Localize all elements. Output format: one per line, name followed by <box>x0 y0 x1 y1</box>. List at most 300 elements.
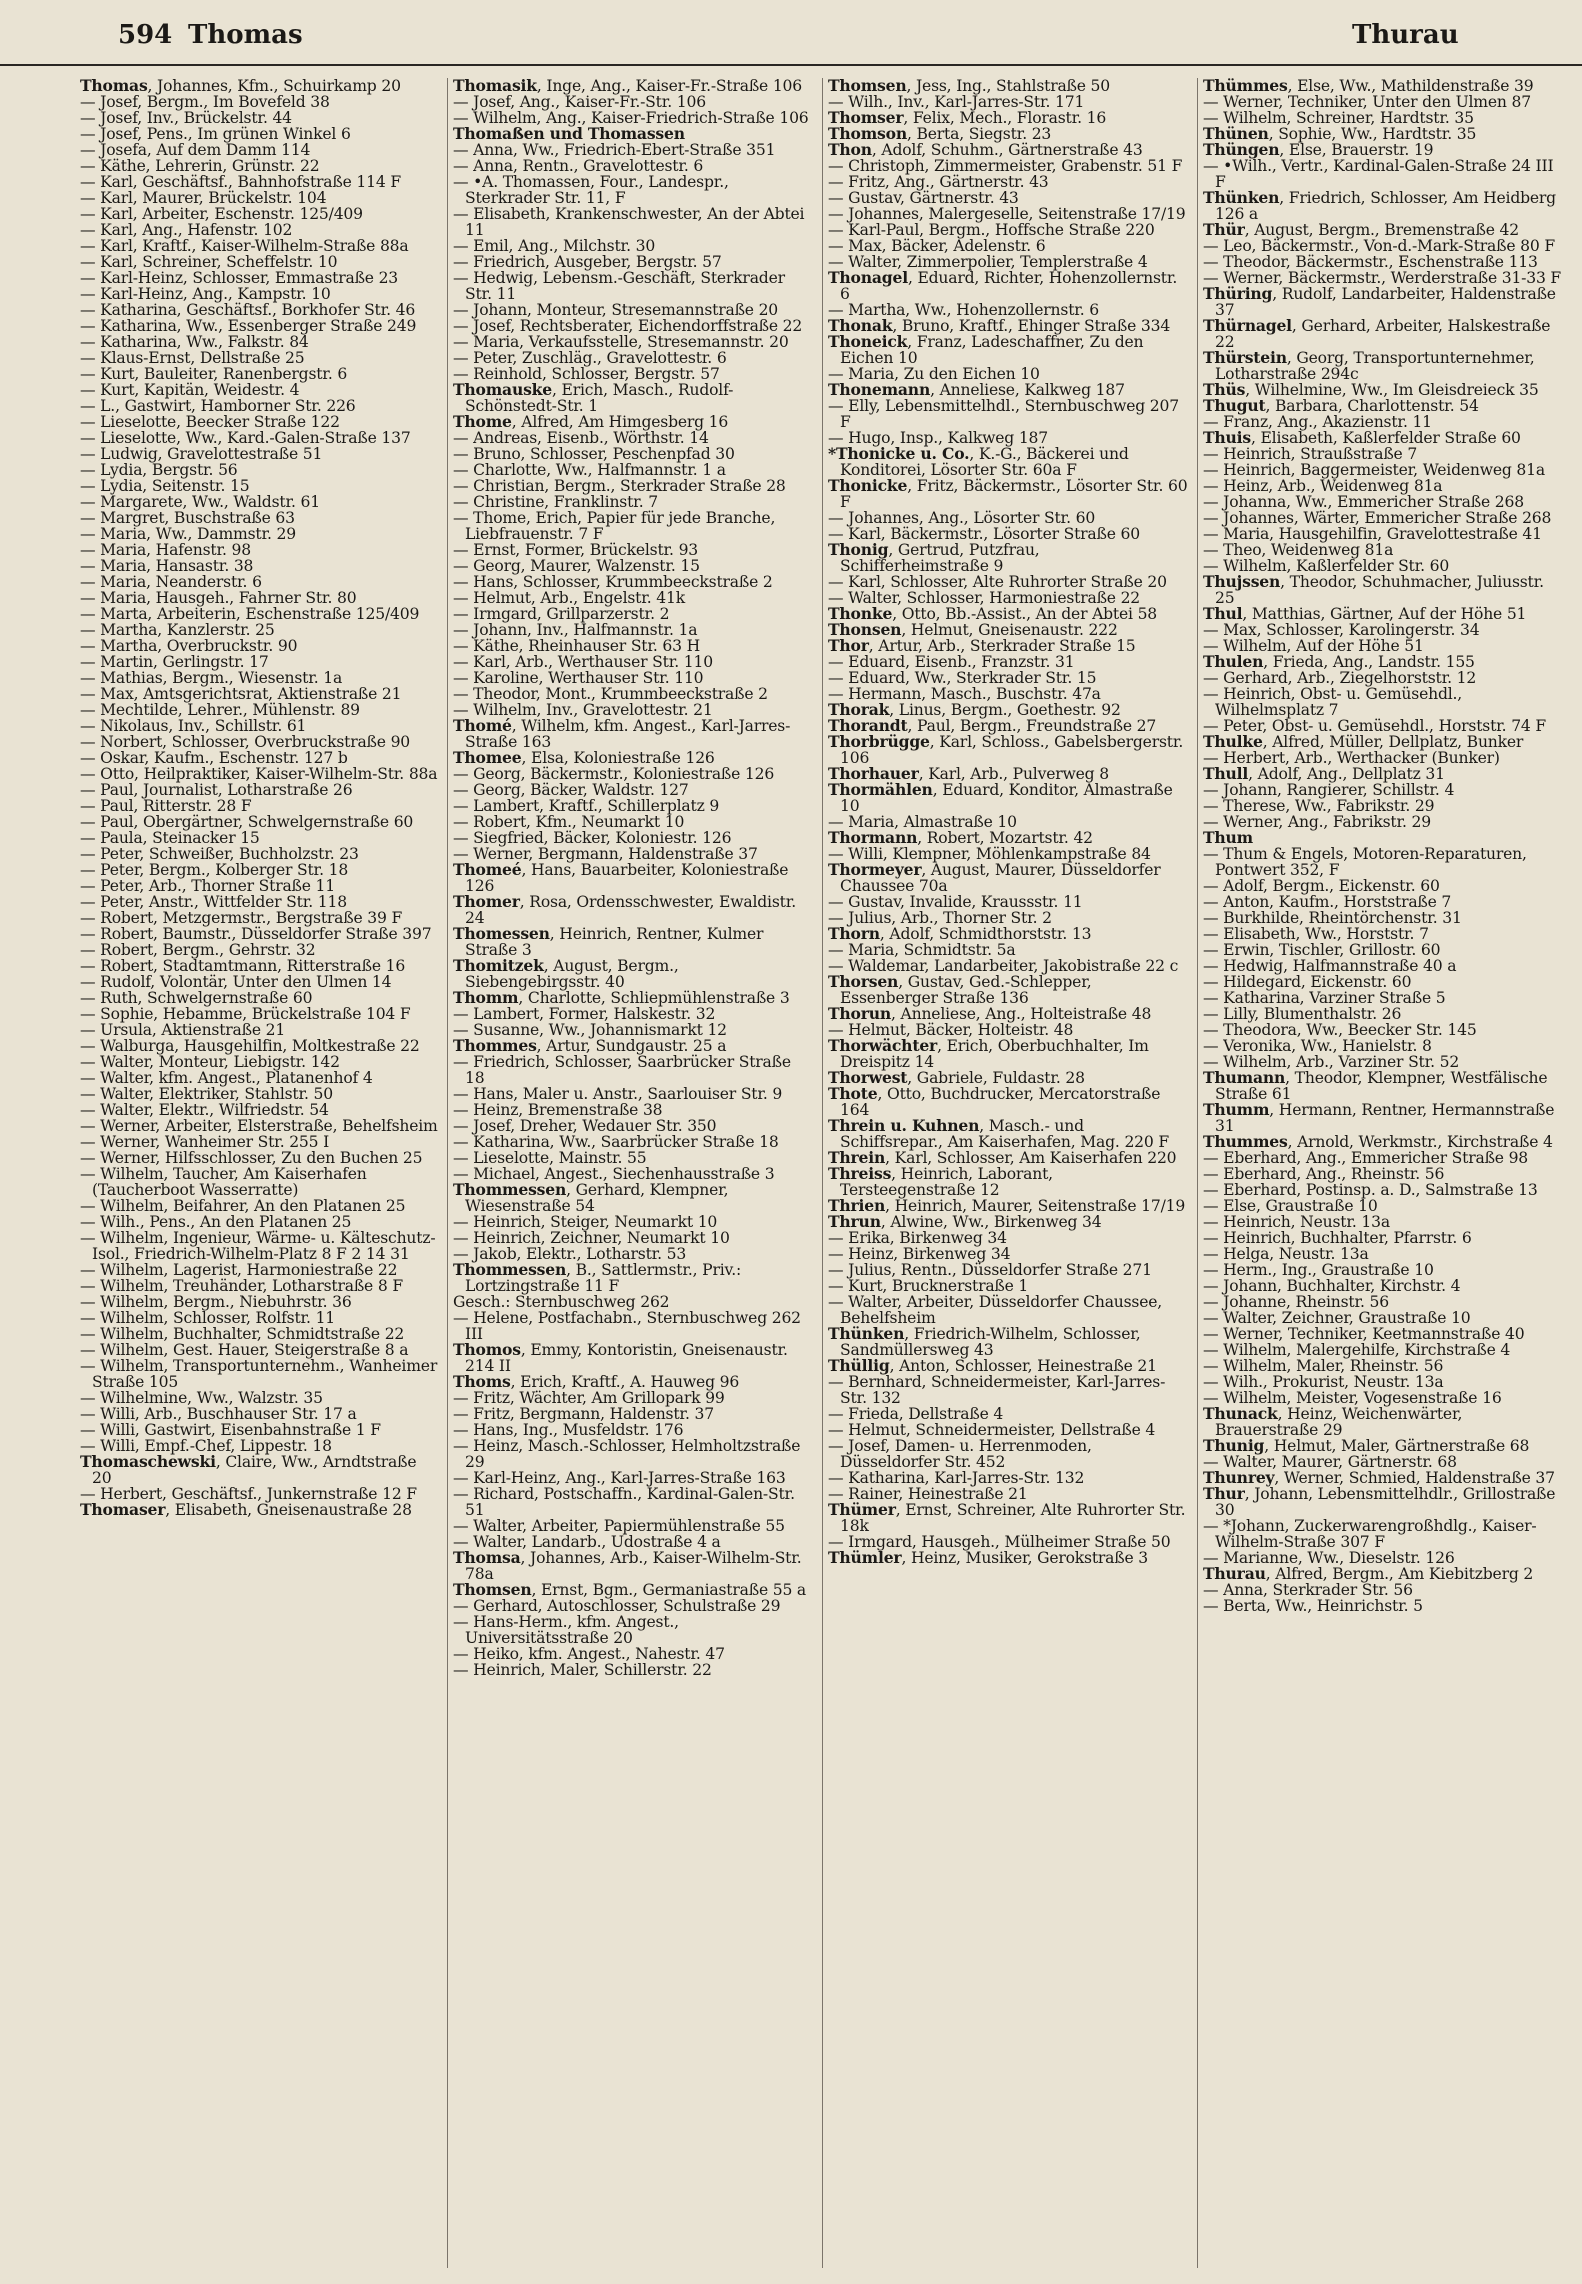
directory-entry: Thulke, Alfred, Müller, Dellplatz, Bunker <box>1203 732 1524 751</box>
directory-entry: — Georg, Bäcker, Waldstr. 127 <box>453 781 689 799</box>
directory-entry: Thrun, Alwine, Ww., Birkenweg 34 <box>828 1212 1102 1231</box>
directory-entry: — Anna, Ww., Friedrich-Ebert-Straße 351 <box>453 141 776 159</box>
directory-entry: Thulen, Frieda, Ang., Landstr. 155 <box>1203 652 1475 671</box>
directory-entry: — Wilhelm, Arb., Varziner Str. 52 <box>1203 1053 1460 1071</box>
directory-entry: — Heiko, kfm. Angest., Nahestr. 47 <box>453 1645 725 1663</box>
directory-entry: Thünken, Friedrich-Wilhelm, Schlosser, Sandmüllersweg 43 <box>828 1324 1141 1359</box>
directory-entry: — Maria, Neanderstr. 6 <box>80 573 262 591</box>
directory-entry: — Margret, Buschstraße 63 <box>80 509 295 527</box>
directory-entry: Thomson, Berta, Siegstr. 23 <box>828 124 1052 143</box>
directory-entry: — Werner, Wanheimer Str. 255 I <box>80 1133 330 1151</box>
directory-entry: — Wilhelm, Schreiner, Hardtstr. 35 <box>1203 109 1474 127</box>
directory-entry: Thrien, Heinrich, Maurer, Seitenstraße 17/19 <box>828 1196 1186 1215</box>
directory-entry: Thonig, Gertrud, Putzfrau, Schifferheimstraße 9 <box>828 540 1040 575</box>
directory-entry: — Susanne, Ww., Johannismarkt 12 <box>453 1021 727 1039</box>
directory-entry: — Georg, Bäckermstr., Koloniestraße 126 <box>453 765 775 783</box>
directory-entry: Thüring, Rudolf, Landarbeiter, Haldenstraße 37 <box>1203 284 1556 319</box>
directory-entry: — Gerhard, Autoschlosser, Schulstraße 29 <box>453 1597 781 1615</box>
directory-entry: Thomeé, Hans, Bauarbeiter, Koloniestraße 126 <box>453 860 789 895</box>
directory-entry: — Karl, Arbeiter, Eschenstr. 125/409 <box>80 205 363 223</box>
directory-entry: — Siegfried, Bäcker, Koloniestr. 126 <box>453 829 732 847</box>
directory-entry: — Karl, Maurer, Brückelstr. 104 <box>80 189 327 207</box>
directory-entry: — Josef, Ang., Kaiser-Fr.-Str. 106 <box>453 93 706 111</box>
directory-entry: — Elly, Lebensmittelhdl., Sternbuschweg 207 F <box>828 397 1179 431</box>
directory-entry: — Christian, Bergm., Sterkrader Straße 28 <box>453 477 786 495</box>
directory-entry: — Wilh., Pens., An den Platanen 25 <box>80 1213 352 1231</box>
directory-entry: — Julius, Arb., Thorner Str. 2 <box>828 909 1052 927</box>
directory-entry: — Robert, Baumstr., Düsseldorfer Straße 397 <box>80 925 432 943</box>
directory-entry: — Walter, Elektriker, Stahlstr. 50 <box>80 1085 333 1103</box>
directory-entry: — Franz, Ang., Akazienstr. 11 <box>1203 413 1432 431</box>
directory-entry: Thümer, Ernst, Schreiner, Alte Ruhrorter Str. 18k <box>828 1500 1186 1535</box>
directory-entry: Thomsen, Ernst, Bgm., Germaniastraße 55 a <box>453 1580 807 1599</box>
directory-entry: — Werner, Hilfsschlosser, Zu den Buchen 25 <box>80 1149 423 1167</box>
directory-entry: — Hedwig, Lebensm.-Geschäft, Sterkrader Str. 11 <box>453 269 785 303</box>
directory-entry: — Karl, Geschäftsf., Bahnhofstraße 114 F <box>80 173 401 191</box>
directory-entry: Thonicke, Fritz, Bäckermstr., Lösorter Str. 60 F <box>828 476 1188 511</box>
directory-entry: — Martha, Overbruckstr. 90 <box>80 637 298 655</box>
directory-entry: — Georg, Maurer, Walzenstr. 15 <box>453 557 700 575</box>
directory-entry: — Paul, Obergärtner, Schwelgernstraße 60 <box>80 813 414 831</box>
directory-entry: Thome, Alfred, Am Himgesberg 16 <box>453 412 729 431</box>
directory-entry: Threiss, Heinrich, Laborant, Tersteegenstraße 12 <box>828 1164 1053 1199</box>
directory-entry: Thomm, Charlotte, Schliepmühlenstraße 3 <box>453 988 790 1007</box>
directory-entry: — Paul, Ritterstr. 28 F <box>80 797 252 815</box>
directory-entry: — Wilhelm, Treuhänder, Lotharstraße 8 F <box>80 1277 403 1295</box>
directory-entry: — Gustav, Gärtnerstr. 43 <box>828 189 1019 207</box>
directory-entry: — Josef, Bergm., Im Bovefeld 38 <box>80 93 330 111</box>
directory-entry: — Walter, kfm. Angest., Platanenhof 4 <box>80 1069 373 1087</box>
directory-entry: — Walter, Zeichner, Graustraße 10 <box>1203 1309 1471 1327</box>
page-header <box>0 0 1582 66</box>
directory-entry: — Wilhelm, Auf der Höhe 51 <box>1203 637 1424 655</box>
directory-entry: Thür, August, Bergm., Bremenstraße 42 <box>1203 220 1519 239</box>
directory-entry: Thomsa, Johannes, Arb., Kaiser-Wilhelm-Str. 78a <box>453 1548 802 1583</box>
directory-entry: Thonagel, Eduard, Richter, Hohenzollernstr. 6 <box>828 268 1178 303</box>
directory-entry: — Jakob, Elektr., Lotharstr. 53 <box>453 1245 687 1263</box>
directory-entry: — Wilhelm, Bergm., Niebuhrstr. 36 <box>80 1293 352 1311</box>
directory-entry: Thunack, Heinz, Weichenwärter, Brauerstraße 29 <box>1203 1404 1463 1439</box>
directory-entry: Thürnagel, Gerhard, Arbeiter, Halskestraße 22 <box>1203 316 1551 351</box>
directory-entry: — Theo, Weidenweg 81a <box>1203 541 1394 559</box>
directory-entry: — Lambert, Former, Halskestr. 32 <box>453 1005 716 1023</box>
directory-entry: — Hermann, Masch., Buschstr. 47a <box>828 685 1101 703</box>
directory-entry: — Karl, Schreiner, Scheffelstr. 10 <box>80 253 338 271</box>
directory-entry: — Wilhelm, Gest. Hauer, Steigerstraße 8 a <box>80 1341 409 1359</box>
directory-entry: — Kurt, Kapitän, Weidestr. 4 <box>80 381 300 399</box>
directory-entry: — Heinrich, Steiger, Neumarkt 10 <box>453 1213 718 1231</box>
directory-entry: Thonke, Otto, Bb.-Assist., An der Abtei 58 <box>828 604 1158 623</box>
directory-entry: Thomitzek, August, Bergm., Siebengebirgsstr. 40 <box>453 956 679 991</box>
directory-entry: — Josef, Pens., Im grünen Winkel 6 <box>80 125 351 143</box>
directory-entry: — Karl-Heinz, Ang., Kampstr. 10 <box>80 285 331 303</box>
directory-entry: — Hans, Ing., Musfeldstr. 176 <box>453 1421 684 1439</box>
directory-entry: — Maria, Hausgeh., Fahrner Str. 80 <box>80 589 357 607</box>
column-divider <box>822 78 823 2268</box>
directory-entry: — Reinhold, Schlosser, Bergstr. 57 <box>453 365 720 383</box>
directory-entry: — Heinrich, Neustr. 13a <box>1203 1213 1390 1231</box>
directory-entry: — Lilly, Blumenthalstr. 26 <box>1203 1005 1402 1023</box>
directory-entry: Thurau, Alfred, Bergm., Am Kiebitzberg 2 <box>1203 1564 1534 1583</box>
directory-entry: — Theodora, Ww., Beecker Str. 145 <box>1203 1021 1477 1039</box>
directory-entry: — Robert, Stadtamtmann, Ritterstraße 16 <box>80 957 406 975</box>
directory-entry: — Ludwig, Gravelottestraße 51 <box>80 445 323 463</box>
directory-entry: — Heinrich, Buchhalter, Pfarrstr. 6 <box>1203 1229 1472 1247</box>
directory-entry: — Hugo, Insp., Kalkweg 187 <box>828 429 1048 447</box>
directory-entry: — Wilhelm, Ingenieur, Wärme- u. Kälteschutz-Isol., Friedrich-Wilhelm-Platz 8 F 2 14 31 <box>80 1229 436 1263</box>
column-2 <box>453 78 815 2273</box>
directory-entry: — Theodor, Bäckermstr., Eschenstraße 113 <box>1203 253 1538 271</box>
directory-entry: — Irmgard, Grillparzerstr. 2 <box>453 605 670 623</box>
column-4 <box>1203 78 1563 2273</box>
directory-entry: — Heinrich, Obst- u. Gemüsehdl., Wilhelmsplatz 7 <box>1203 685 1463 719</box>
directory-entry: — Maria, Schmidtstr. 5a <box>828 941 1016 959</box>
directory-entry: — Thum & Engels, Motoren-Reparaturen, Pontwert 352, F <box>1203 845 1527 879</box>
column-divider <box>1197 78 1198 2268</box>
directory-entry: — Käthe, Rheinhauser Str. 63 H <box>453 637 701 655</box>
directory-entry: Thüngen, Else, Brauerstr. 19 <box>1203 140 1434 159</box>
directory-entry: — Maria, Hansastr. 38 <box>80 557 254 575</box>
directory-entry: — Karl, Bäckermstr., Lösorter Straße 60 <box>828 525 1140 543</box>
directory-entry: — Herm., Ing., Graustraße 10 <box>1203 1261 1434 1279</box>
directory-entry: — Heinz, Bremenstraße 38 <box>453 1101 663 1119</box>
directory-entry: — Maria, Verkaufsstelle, Stresemannstr. 20 <box>453 333 789 351</box>
directory-entry: — Margarete, Ww., Waldstr. 61 <box>80 493 320 511</box>
directory-entry: — Lieselotte, Beecker Straße 122 <box>80 413 340 431</box>
directory-entry: — Walter, Arbeiter, Düsseldorfer Chaussee, Behelfsheim <box>828 1293 1163 1327</box>
directory-entry: — Fritz, Ang., Gärtnerstr. 43 <box>828 173 1049 191</box>
directory-entry: — Wilh., Prokurist, Neustr. 13a <box>1203 1373 1444 1391</box>
directory-entry: — Otto, Heilpraktiker, Kaiser-Wilhelm-Str. 88a <box>80 765 438 783</box>
directory-entry: — Eberhard, Ang., Rheinstr. 56 <box>1203 1165 1445 1183</box>
directory-entry: — Johanna, Ww., Emmericher Straße 268 <box>1203 493 1524 511</box>
directory-entry: — Wilhelm, Ang., Kaiser-Friedrich-Straße 106 <box>453 109 809 127</box>
directory-entry: — Heinz, Masch.-Schlosser, Helmholtzstraße 29 <box>453 1437 801 1471</box>
directory-entry: — Erwin, Tischler, Grillostr. 60 <box>1203 941 1441 959</box>
directory-entry: — Willi, Klempner, Möhlenkampstraße 84 <box>828 845 1151 863</box>
directory-entry: — Sophie, Hebamme, Brückelstraße 104 F <box>80 1005 411 1023</box>
directory-entry: Thorun, Anneliese, Ang., Holteistraße 48 <box>828 1004 1152 1023</box>
directory-entry: — Willi, Gastwirt, Eisenbahnstraße 1 F <box>80 1421 381 1439</box>
directory-entry: Thoms, Erich, Kraftf., A. Hauweg 96 <box>453 1372 740 1391</box>
directory-entry: Thürstein, Georg, Transportunternehmer, Lotharstraße 294c <box>1203 348 1535 383</box>
directory-entry: — •A. Thomassen, Four., Landespr., Sterkrader Str. 11, F <box>453 173 729 207</box>
directory-entry: — Kurt, Bauleiter, Ranenbergstr. 6 <box>80 365 348 383</box>
directory-entry: Thummes, Arnold, Werkmstr., Kirchstraße 4 <box>1203 1132 1553 1151</box>
directory-entry: — Wilhelm, Maler, Rheinstr. 56 <box>1203 1357 1444 1375</box>
directory-entry: — Peter, Bergm., Kolberger Str. 18 <box>80 861 349 879</box>
page-number: 594 <box>118 20 173 50</box>
directory-entry: Thomer, Rosa, Ordensschwester, Ewaldistr. 24 <box>453 892 796 927</box>
directory-entry: — Max, Amtsgerichtsrat, Aktienstraße 21 <box>80 685 402 703</box>
directory-entry: — Wilhelm, Beifahrer, An den Platanen 25 <box>80 1197 406 1215</box>
directory-entry: — Josef, Damen- u. Herrenmoden, Düsseldorfer Str. 452 <box>828 1437 1092 1471</box>
directory-entry: — Karl-Paul, Bergm., Hoffsche Straße 220 <box>828 221 1155 239</box>
directory-entry: — Wilhelm, Lagerist, Harmoniestraße 22 <box>80 1261 398 1279</box>
directory-entry: — Paul, Journalist, Lotharstraße 26 <box>80 781 353 799</box>
directory-entry: Thomessen, Heinrich, Rentner, Kulmer Straße 3 <box>453 924 764 959</box>
directory-entry: — Norbert, Schlosser, Overbruckstraße 90 <box>80 733 411 751</box>
directory-entry: — Christine, Franklinstr. 7 <box>453 493 658 511</box>
column-divider <box>447 78 448 2268</box>
directory-entry: — Maria, Hafenstr. 98 <box>80 541 251 559</box>
directory-entry: Thomas, Johannes, Kfm., Schuirkamp 20 <box>80 78 401 95</box>
directory-entry: — Werner, Techniker, Keetmannstraße 40 <box>1203 1325 1525 1343</box>
directory-entry: Thorsen, Gustav, Ged.-Schlepper, Essenberger Straße 136 <box>828 972 1092 1007</box>
directory-entry: — Katharina, Geschäftsf., Borkhofer Str. 46 <box>80 301 416 319</box>
directory-entry: Thorak, Linus, Bergm., Goethestr. 92 <box>828 700 1121 719</box>
directory-entry: — •Wilh., Vertr., Kardinal-Galen-Straße 24 III F <box>1203 157 1554 191</box>
directory-entry: Thumm, Hermann, Rentner, Hermannstraße 31 <box>1203 1100 1555 1135</box>
directory-entry: — Karl, Ang., Hafenstr. 102 <box>80 221 293 239</box>
directory-entry: — Rudolf, Volontär, Unter den Ulmen 14 <box>80 973 392 991</box>
directory-entry: — Marta, Arbeiterin, Eschenstraße 125/409 <box>80 605 420 623</box>
directory-entry: — Walter, Landarb., Udostraße 4 a <box>453 1533 721 1551</box>
directory-entry: — Walter, Maurer, Gärtnerstr. 68 <box>1203 1453 1457 1471</box>
directory-entry: — Emil, Ang., Milchstr. 30 <box>453 237 656 255</box>
directory-entry: Thon, Adolf, Schuhm., Gärtnerstraße 43 <box>828 140 1143 159</box>
directory-entry: Thümmes, Else, Ww., Mathildenstraße 39 <box>1203 78 1534 95</box>
directory-entry: — Robert, Kfm., Neumarkt 10 <box>453 813 685 831</box>
directory-entry: — Wilhelmine, Ww., Walzstr. 35 <box>80 1389 323 1407</box>
directory-entry: Gesch.: Sternbuschweg 262 <box>453 1293 670 1311</box>
directory-entry: Thum <box>1203 828 1253 847</box>
directory-entry: — Leo, Bäckermstr., Von-d.-Mark-Straße 80 F <box>1203 237 1555 255</box>
directory-entry: — Bruno, Schlosser, Peschenpfad 30 <box>453 445 735 463</box>
directory-entry: Thünken, Friedrich, Schlosser, Am Heidberg 126 a <box>1203 188 1556 223</box>
directory-entry: Thonemann, Anneliese, Kalkweg 187 <box>828 380 1125 399</box>
directory-entry: — Waldemar, Landarbeiter, Jakobistraße 22 c <box>828 957 1179 975</box>
directory-entry: — Walter, Monteur, Liebigstr. 142 <box>80 1053 340 1071</box>
directory-entry: — Herbert, Geschäftsf., Junkernstraße 12 F <box>80 1485 417 1503</box>
directory-entry: — Maria, Almastraße 10 <box>828 813 1017 831</box>
directory-entry: — Burkhilde, Rheintörchenstr. 31 <box>1203 909 1462 927</box>
directory-entry: — Elisabeth, Ww., Horststr. 7 <box>1203 925 1429 943</box>
directory-entry: — Peter, Zuschläg., Gravelottestr. 6 <box>453 349 727 367</box>
directory-entry: — Eduard, Ww., Sterkrader Str. 15 <box>828 669 1097 687</box>
directory-entry: — Käthe, Lehrerin, Grünstr. 22 <box>80 157 320 175</box>
directory-entry: Thorwächter, Erich, Oberbuchhalter, Im Dreispitz 14 <box>828 1036 1149 1071</box>
directory-entry: — Wilhelm, Schlosser, Rolfstr. 11 <box>80 1309 336 1327</box>
directory-entry: — Johann, Buchhalter, Kirchstr. 4 <box>1203 1277 1461 1295</box>
directory-entry: — Johannes, Malergeselle, Seitenstraße 17/19 <box>828 205 1186 223</box>
directory-entry: — Karl, Kraftf., Kaiser-Wilhelm-Straße 88a <box>80 237 409 255</box>
directory-entry: — Julius, Rentn., Düsseldorfer Straße 271 <box>828 1261 1152 1279</box>
column-1 <box>80 78 440 2273</box>
directory-entry: — Heinrich, Baggermeister, Weidenweg 81a <box>1203 461 1545 479</box>
directory-entry: — Anna, Sterkrader Str. 56 <box>1203 1581 1413 1599</box>
directory-entry: — Lieselotte, Ww., Kard.-Galen-Straße 137 <box>80 429 411 447</box>
directory-entry: — Klaus-Ernst, Dellstraße 25 <box>80 349 305 367</box>
directory-entry: — Katharina, Ww., Falkstr. 84 <box>80 333 309 351</box>
directory-entry: — Bernhard, Schneidermeister, Karl-Jarres-Str. 132 <box>828 1373 1166 1407</box>
directory-entry: — Werner, Bergmann, Haldenstraße 37 <box>453 845 758 863</box>
directory-entry: — Therese, Ww., Fabrikstr. 29 <box>1203 797 1435 815</box>
directory-entry: — Werner, Bäckermstr., Werderstraße 31-33 F <box>1203 269 1562 287</box>
directory-entry: — Maria, Ww., Dammstr. 29 <box>80 525 296 543</box>
directory-entry: Thormann, Robert, Mozartstr. 42 <box>828 828 1093 847</box>
directory-entry: Thumann, Theodor, Klempner, Westfälische Straße 61 <box>1203 1068 1548 1103</box>
directory-entry: — Walburga, Hausgehilfin, Moltkestraße 22 <box>80 1037 420 1055</box>
running-title: Thomas <box>188 20 303 50</box>
directory-entry: — Kurt, Brucknerstraße 1 <box>828 1277 1029 1295</box>
directory-entry: Thunig, Helmut, Maler, Gärtnerstraße 68 <box>1203 1436 1530 1455</box>
directory-entry: Thomé, Wilhelm, kfm. Angest., Karl-Jarres-Straße 163 <box>453 716 791 751</box>
directory-entry: Thunrey, Werner, Schmied, Haldenstraße 37 <box>1203 1468 1555 1487</box>
directory-entry: Thorhauer, Karl, Arb., Pulverweg 8 <box>828 764 1109 783</box>
directory-entry: Thorbrügge, Karl, Schloss., Gabelsbergerstr. 106 <box>828 732 1184 767</box>
directory-entry: — Max, Bäcker, Adelenstr. 6 <box>828 237 1046 255</box>
directory-entry: Thugut, Barbara, Charlottenstr. 54 <box>1203 396 1479 415</box>
directory-entry: *Thonicke u. Co., K.-G., Bäckerei und Konditorei, Lösorter Str. 60a F <box>828 444 1129 479</box>
directory-entry: — Heinz, Arb., Weidenweg 81a <box>1203 477 1443 495</box>
directory-entry: — Richard, Postschaffn., Kardinal-Galen-Str. 51 <box>453 1485 795 1519</box>
directory-entry: — Walter, Arbeiter, Papiermühlenstraße 55 <box>453 1517 785 1535</box>
directory-entry: — Werner, Arbeiter, Elsterstraße, Behelfsheim <box>80 1117 438 1135</box>
directory-entry: — Robert, Metzgermstr., Bergstraße 39 F <box>80 909 403 927</box>
directory-entry: Thomaßen und Thomassen <box>453 124 685 143</box>
directory-entry: — Wilh., Inv., Karl-Jarres-Str. 171 <box>828 93 1085 111</box>
directory-entry: — Heinrich, Maler, Schillerstr. 22 <box>453 1661 712 1679</box>
directory-entry: — Katharina, Varziner Straße 5 <box>1203 989 1446 1007</box>
directory-entry: — Peter, Obst- u. Gemüsehdl., Horststr. 74 F <box>1203 717 1547 735</box>
directory-entry: — Eduard, Eisenb., Franzstr. 31 <box>828 653 1075 671</box>
directory-entry: — Helga, Neustr. 13a <box>1203 1245 1369 1263</box>
directory-entry: — Willi, Arb., Buschhauser Str. 17 a <box>80 1405 357 1423</box>
directory-entry: Thomee, Elsa, Koloniestraße 126 <box>453 748 715 767</box>
directory-entry: — Lydia, Bergstr. 56 <box>80 461 238 479</box>
directory-entry: — Ernst, Former, Brückelstr. 93 <box>453 541 699 559</box>
directory-entry: — Martha, Kanzlerstr. 25 <box>80 621 275 639</box>
directory-entry: Thorwest, Gabriele, Fuldastr. 28 <box>828 1068 1085 1087</box>
directory-entry: — Gerhard, Arb., Ziegelhorststr. 12 <box>1203 669 1477 687</box>
directory-entry: — Elisabeth, Krankenschwester, An der Abtei 11 <box>453 205 805 239</box>
directory-entry: — Lieselotte, Mainstr. 55 <box>453 1149 647 1167</box>
directory-entry: — Berta, Ww., Heinrichstr. 5 <box>1203 1597 1423 1615</box>
directory-entry: — Karl, Arb., Werthauser Str. 110 <box>453 653 713 671</box>
directory-entry: — Theodor, Mont., Krummbeeckstraße 2 <box>453 685 768 703</box>
directory-entry: — Josef, Inv., Brückelstr. 44 <box>80 109 292 127</box>
directory-entry: Thomaschewski, Claire, Ww., Arndtstraße 20 <box>80 1452 417 1487</box>
directory-entry: — Hedwig, Halfmannstraße 40 a <box>1203 957 1457 975</box>
directory-entry: — Werner, Ang., Fabrikstr. 29 <box>1203 813 1431 831</box>
directory-entry: Threin u. Kuhnen, Masch.- und Schiffsrepar., Am Kaiserhafen, Mag. 220 F <box>828 1116 1169 1151</box>
directory-entry: — Max, Schlosser, Karolingerstr. 34 <box>1203 621 1480 639</box>
directory-entry: — Gustav, Invalide, Kraussstr. 11 <box>828 893 1083 911</box>
directory-entry: — Willi, Empf.-Chef, Lippestr. 18 <box>80 1437 332 1455</box>
directory-entry: — L., Gastwirt, Hamborner Str. 226 <box>80 397 356 415</box>
directory-entry: — Karl, Schlosser, Alte Ruhrorter Straße 20 <box>828 573 1167 591</box>
directory-entry: — Oskar, Kaufm., Eschenstr. 127 b <box>80 749 348 767</box>
column-3 <box>828 78 1190 2273</box>
directory-entry: — Hans, Maler u. Anstr., Saarlouiser Str. 9 <box>453 1085 783 1103</box>
directory-entry: — Helmut, Bäcker, Holteistr. 48 <box>828 1021 1074 1039</box>
directory-entry: Thomaser, Elisabeth, Gneisenaustraße 28 <box>80 1500 412 1519</box>
directory-entry: — Wilhelm, Taucher, Am Kaiserhafen (Taucherboot Wasserratte) <box>80 1165 367 1199</box>
directory-entry: — Johann, Monteur, Stresemannstraße 20 <box>453 301 779 319</box>
directory-entry: — Peter, Schweißer, Buchholzstr. 23 <box>80 845 359 863</box>
directory-entry: Thomauske, Erich, Masch., Rudolf-Schönstedt-Str. 1 <box>453 380 734 415</box>
directory-entry: Thonsen, Helmut, Gneisenaustr. 222 <box>828 620 1118 639</box>
directory-entry: — Irmgard, Hausgeh., Mülheimer Straße 50 <box>828 1533 1171 1551</box>
directory-entry: — Andreas, Eisenb., Wörthstr. 14 <box>453 429 709 447</box>
directory-entry: — Lambert, Kraftf., Schillerplatz 9 <box>453 797 720 815</box>
directory-entry: Threin, Karl, Schlosser, Am Kaiserhafen 220 <box>828 1148 1177 1167</box>
directory-entry: Thuis, Elisabeth, Kaßlerfelder Straße 60 <box>1203 428 1521 447</box>
directory-entry: — Else, Graustraße 10 <box>1203 1197 1378 1215</box>
directory-entry: — Martha, Ww., Hohenzollernstr. 6 <box>828 301 1100 319</box>
directory-entry: — Maria, Zu den Eichen 10 <box>828 365 1040 383</box>
directory-entry: — Helmut, Schneidermeister, Dellstraße 4 <box>828 1421 1156 1439</box>
directory-entry: — Johann, Inv., Halfmannstr. 1a <box>453 621 698 639</box>
directory-entry: — Eberhard, Ang., Emmericher Straße 98 <box>1203 1149 1529 1167</box>
directory-entry: Thur, Johann, Lebensmittelhdlr., Grillostraße 30 <box>1203 1484 1556 1519</box>
directory-entry: — Anton, Kaufm., Horststraße 7 <box>1203 893 1452 911</box>
directory-entry: — Eberhard, Postinsp. a. D., Salmstraße 13 <box>1203 1181 1538 1199</box>
directory-entry: — Rainer, Heinestraße 21 <box>828 1485 1028 1503</box>
directory-entry: — Adolf, Bergm., Eickenstr. 60 <box>1203 877 1440 895</box>
directory-entry: Thujssen, Theodor, Schuhmacher, Juliusstr. 25 <box>1203 572 1544 607</box>
directory-entry: — Lydia, Seitenstr. 15 <box>80 477 250 495</box>
directory-entry: — Werner, Techniker, Unter den Ulmen 87 <box>1203 93 1531 111</box>
directory-entry: — Friedrich, Schlosser, Saarbrücker Straße 18 <box>453 1053 791 1087</box>
directory-entry: — Helmut, Arb., Engelstr. 41k <box>453 589 685 607</box>
directory-entry: — Marianne, Ww., Dieselstr. 126 <box>1203 1549 1455 1567</box>
directory-entry: — Michael, Angest., Siechenhausstraße 3 <box>453 1165 775 1183</box>
directory-entry: — Hans, Schlosser, Krummbeeckstraße 2 <box>453 573 773 591</box>
directory-entry: — Ursula, Aktienstraße 21 <box>80 1021 286 1039</box>
directory-entry: — Wilhelm, Inv., Gravelottestr. 21 <box>453 701 713 719</box>
directory-entry: — Johann, Rangierer, Schillstr. 4 <box>1203 781 1455 799</box>
directory-entry: Thomos, Emmy, Kontoristin, Gneisenaustr. 214 II <box>453 1340 788 1375</box>
directory-entry: Thul, Matthias, Gärtner, Auf der Höhe 51 <box>1203 604 1527 623</box>
directory-entry: Thormählen, Eduard, Konditor, Almastraße 10 <box>828 780 1173 815</box>
directory-entry: — Karl-Heinz, Schlosser, Emmastraße 23 <box>80 269 399 287</box>
directory-entry: — Johanne, Rheinstr. 56 <box>1203 1293 1389 1311</box>
directory-entry: — Heinz, Birkenweg 34 <box>828 1245 1011 1263</box>
directory-entry: Thünen, Sophie, Ww., Hardtstr. 35 <box>1203 124 1477 143</box>
directory-entry: — Peter, Anstr., Wittfelder Str. 118 <box>80 893 347 911</box>
directory-entry: Thümler, Heinz, Musiker, Gerokstraße 3 <box>828 1548 1149 1567</box>
directory-entry: — Josefa, Auf dem Damm 114 <box>80 141 311 159</box>
directory-entry: — Christoph, Zimmermeister, Grabenstr. 51 F <box>828 157 1183 175</box>
directory-entry: — Mechtilde, Lehrer., Mühlenstr. 89 <box>80 701 360 719</box>
directory-entry: Thommessen, B., Sattlermstr., Priv.: Lortzingstraße 11 F <box>453 1260 742 1295</box>
directory-entry: — Helene, Postfachabn., Sternbuschweg 262 III <box>453 1309 801 1343</box>
directory-entry: Thote, Otto, Buchdrucker, Mercatorstraße 164 <box>828 1084 1161 1119</box>
directory-entry: — Wilhelm, Buchhalter, Schmidtstraße 22 <box>80 1325 405 1343</box>
directory-entry: — Wilhelm, Malergehilfe, Kirchstraße 4 <box>1203 1341 1511 1359</box>
directory-entry: — Wilhelm, Kaßlerfelder Str. 60 <box>1203 557 1450 575</box>
directory-entry: — Katharina, Ww., Essenberger Straße 249 <box>80 317 417 335</box>
directory-entry: Thor, Artur, Arb., Sterkrader Straße 15 <box>828 636 1136 655</box>
directory-entry: — Anna, Rentn., Gravelottestr. 6 <box>453 157 704 175</box>
directory-entry: — *Johann, Zuckerwarengroßhdlg., Kaiser-Wilhelm-Straße 307 F <box>1203 1517 1537 1551</box>
directory-entry: — Veronika, Ww., Hanielstr. 8 <box>1203 1037 1432 1055</box>
directory-entry: — Ruth, Schwelgernstraße 60 <box>80 989 313 1007</box>
directory-entry: Thormeyer, August, Maurer, Düsseldorfer Chaussee 70a <box>828 860 1161 895</box>
directory-entry: — Frieda, Dellstraße 4 <box>828 1405 1004 1423</box>
directory-entry: Thomsen, Jess, Ing., Stahlstraße 50 <box>828 78 1110 95</box>
directory-entry: — Katharina, Ww., Saarbrücker Straße 18 <box>453 1133 779 1151</box>
directory-entry: — Friedrich, Ausgeber, Bergstr. 57 <box>453 253 722 271</box>
directory-entry: — Wilhelm, Transportunternehm., Wanheimer Straße 105 <box>80 1357 438 1391</box>
directory-entry: — Peter, Arb., Thorner Straße 11 <box>80 877 336 895</box>
directory-entry: Thomasik, Inge, Ang., Kaiser-Fr.-Straße 106 <box>453 78 802 95</box>
directory-entry: — Fritz, Bergmann, Haldenstr. 37 <box>453 1405 714 1423</box>
directory-entry: Thommessen, Gerhard, Klempner, Wiesenstraße 54 <box>453 1180 729 1215</box>
directory-entry: — Johannes, Ang., Lösorter Str. 60 <box>828 509 1096 527</box>
